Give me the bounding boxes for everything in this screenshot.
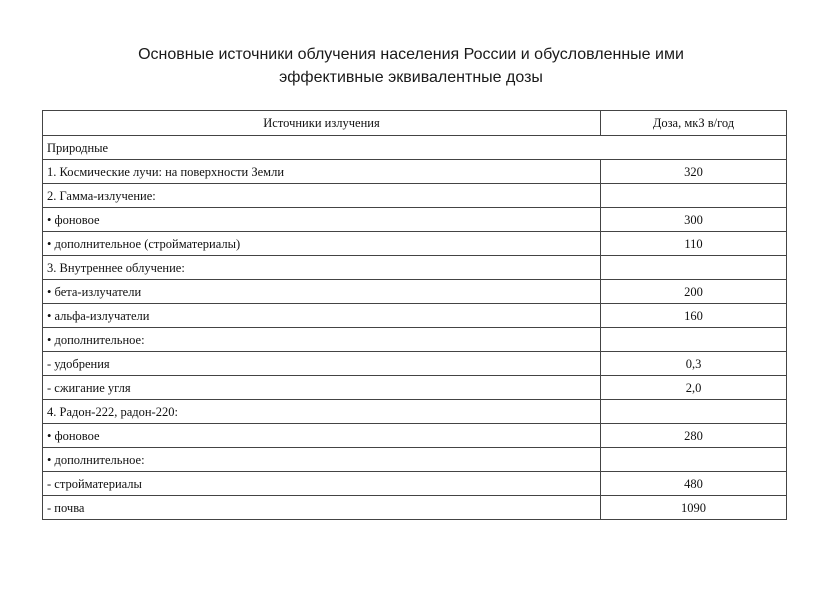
header-source: Источники излучения	[43, 111, 601, 136]
row-label: • дополнительное (стройматериалы)	[43, 232, 601, 256]
row-label: • фоновое	[43, 208, 601, 232]
row-value: 110	[601, 232, 787, 256]
row-label: 1. Космические лучи: на поверхности Земли	[43, 160, 601, 184]
row-label: • фоновое	[43, 424, 601, 448]
row-value: 320	[601, 160, 787, 184]
table-row	[43, 400, 787, 424]
title-line-2: эффективные эквивалентные дозы	[279, 69, 543, 86]
row-label: - стройматериалы	[43, 472, 601, 496]
table-row	[43, 424, 787, 448]
table-row	[43, 160, 787, 184]
table-row	[43, 496, 787, 520]
row-label: • дополнительное:	[43, 328, 601, 352]
title-line-1: Основные источники облучения населения России и обусловленные ими	[138, 46, 684, 63]
row-value	[601, 400, 787, 424]
row-label: 2. Гамма-излучение:	[43, 184, 601, 208]
row-label: - почва	[43, 496, 601, 520]
table-row	[43, 352, 787, 376]
table-row	[43, 184, 787, 208]
row-value	[601, 448, 787, 472]
row-value: 480	[601, 472, 787, 496]
row-label: • бета-излучатели	[43, 280, 601, 304]
table-row	[43, 208, 787, 232]
row-value: 200	[601, 280, 787, 304]
row-value: 300	[601, 208, 787, 232]
row-label: 4. Радон-222, радон-220:	[43, 400, 601, 424]
row-value: 280	[601, 424, 787, 448]
row-label: • дополнительное:	[43, 448, 601, 472]
row-label: • альфа-излучатели	[43, 304, 601, 328]
row-value: 1090	[601, 496, 787, 520]
section-label: Природные	[43, 136, 787, 160]
row-value	[601, 184, 787, 208]
row-value: 160	[601, 304, 787, 328]
table-row	[43, 472, 787, 496]
header-dose: Доза, мкЗ в/год	[601, 111, 787, 136]
table-row	[43, 280, 787, 304]
table-row	[43, 328, 787, 352]
table-row	[43, 304, 787, 328]
dose-table	[42, 110, 787, 520]
table-row	[43, 256, 787, 280]
table-row	[43, 232, 787, 256]
row-value	[601, 256, 787, 280]
table-row	[43, 448, 787, 472]
section-row	[43, 136, 787, 160]
row-label: - удобрения	[43, 352, 601, 376]
row-label: - сжигание угля	[43, 376, 601, 400]
row-value: 0,3	[601, 352, 787, 376]
row-value	[601, 328, 787, 352]
row-label: 3. Внутреннее облучение:	[43, 256, 601, 280]
table-header-row	[43, 111, 787, 136]
page-title	[0, 43, 822, 89]
table-row	[43, 376, 787, 400]
row-value: 2,0	[601, 376, 787, 400]
